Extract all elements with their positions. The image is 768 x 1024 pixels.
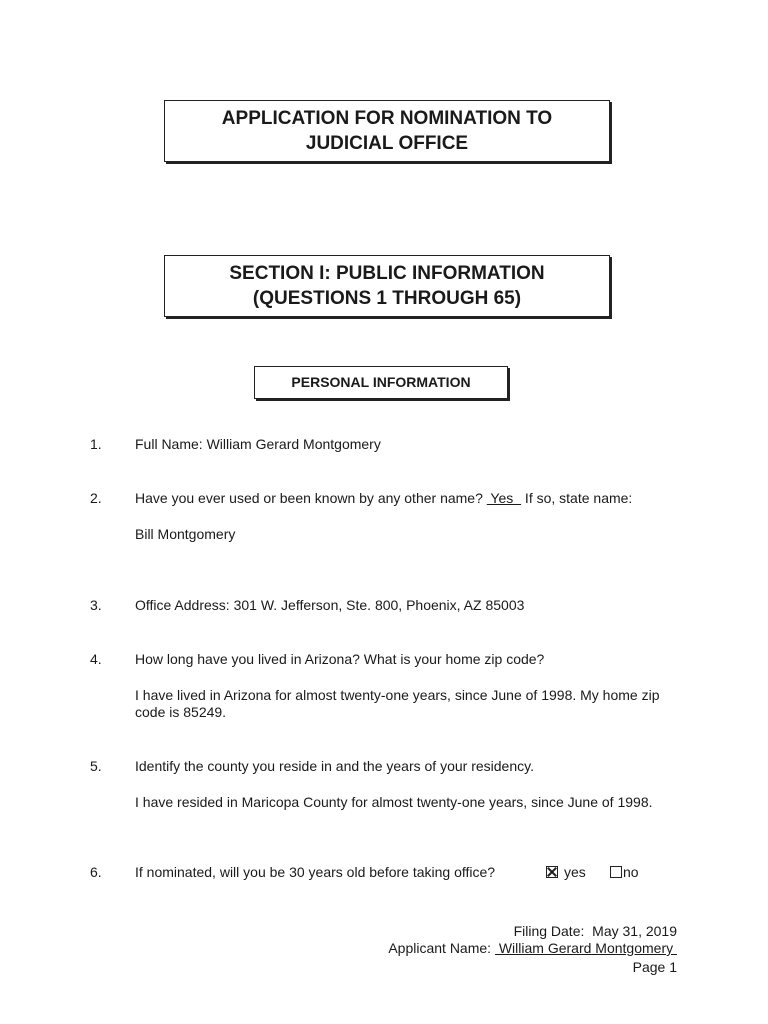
question-text: If nominated, will you be 30 years old before taking office? — [135, 864, 496, 880]
answer-text: Bill Montgomery — [135, 526, 236, 542]
applicant-name-line — [388, 940, 677, 957]
question-text — [135, 490, 675, 507]
question-number: 6. — [90, 864, 102, 880]
question-text: Office Address: 301 W. Jefferson, Ste. 800, Phoenix, AZ 85003 — [135, 597, 525, 613]
question-number: 1. — [90, 436, 102, 452]
filing-date-label: Filing Date: — [513, 923, 585, 939]
option-yes-label: yes — [564, 864, 586, 880]
option-no-label: no — [623, 864, 639, 880]
question-number: 3. — [90, 597, 102, 613]
question-text: Full Name: William Gerard Montgomery — [135, 436, 381, 452]
applicant-name-value: William Gerard Montgomery — [494, 940, 677, 956]
subsection-title: PERSONAL INFORMATION — [291, 374, 471, 390]
checked-box-icon[interactable] — [546, 866, 558, 878]
application-title-box — [164, 100, 610, 162]
filing-date-line — [514, 923, 677, 940]
option-yes[interactable] — [546, 864, 586, 881]
section-line-2: (QUESTIONS 1 THROUGH 65) — [252, 288, 522, 309]
question-number: 2. — [90, 490, 102, 506]
section-line-1: SECTION I: PUBLIC INFORMATION — [229, 263, 545, 284]
option-no[interactable] — [610, 864, 639, 881]
question-text: Identify the county you reside in and the years of your residency. — [135, 758, 534, 774]
answer-text: I have lived in Arizona for almost twenty-one years, since June of 1998. My home zip code is 85249. — [135, 687, 660, 720]
filing-date-value: May 31, 2019 — [592, 923, 677, 939]
question-text-part: If so, state name: — [521, 490, 633, 506]
question-number: 5. — [90, 758, 102, 774]
page-number: Page 1 — [632, 959, 677, 975]
applicant-name-label: Applicant Name: — [388, 940, 492, 956]
question-text-part: Have you ever used or been known by any other name? — [135, 490, 487, 506]
title-line-1: APPLICATION FOR NOMINATION TO — [221, 108, 553, 129]
question-number: 4. — [90, 651, 102, 667]
section-heading-box — [164, 255, 610, 317]
unchecked-box-icon[interactable] — [610, 866, 622, 878]
title-line-2: JUDICIAL OFFICE — [305, 133, 469, 154]
answer-text: I have resided in Maricopa County for almost twenty-one years, since June of 1998. — [135, 794, 653, 810]
answer-blank: Yes — [486, 490, 522, 506]
subsection-heading-box — [254, 366, 508, 399]
question-text: How long have you lived in Arizona? What is your home zip code? — [135, 651, 545, 667]
